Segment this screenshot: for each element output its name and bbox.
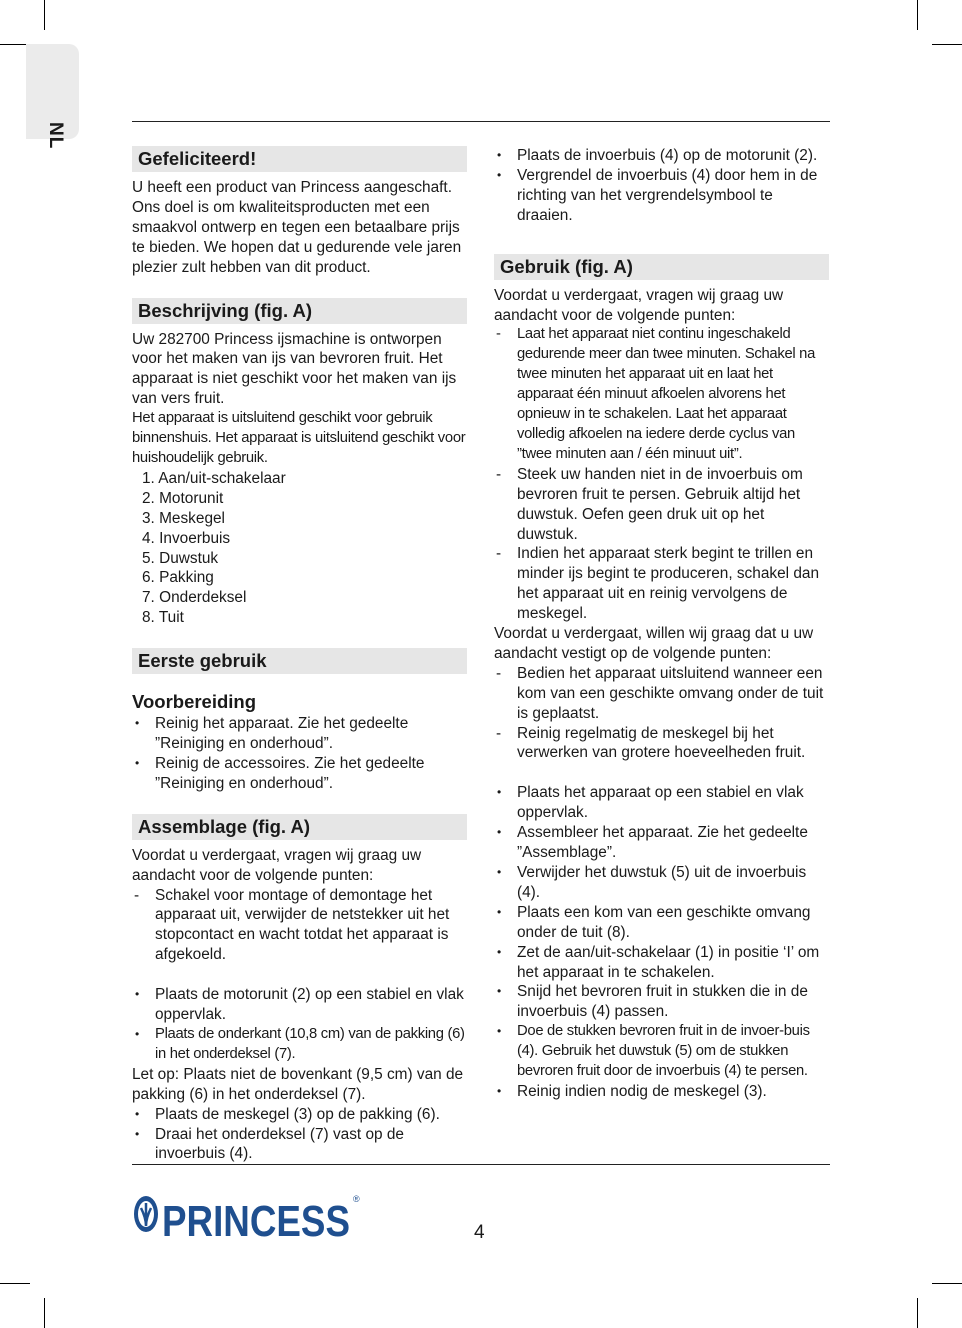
list-item: • Plaats de invoerbuis (4) op de motorunit (2). (494, 146, 829, 166)
use-bullet-list (494, 783, 829, 1102)
princess-logo (132, 1188, 364, 1244)
assembly-bullet-list-3 (494, 146, 829, 226)
top-rule (132, 121, 830, 122)
list-item: • Draai het onderdeksel (7) vast op de invoerbuis (4). (132, 1125, 467, 1165)
list-item: • Snijd het bevroren fruit in stukken die in de invoerbuis (4) passen. (494, 982, 829, 1022)
description-text: Uw 282700 Princess ijsmachine is ontworpen voor het maken van ijs van bevroren fruit. Het apparaat is niet geschikt voor het maken van ijs van vers fruit. (132, 330, 457, 408)
list-item: - Reinig regelmatig de meskegel bij het verwerken van grotere hoeveelheden fruit. (494, 724, 829, 764)
list-item: • Plaats de onderkant (10,8 cm) van de pakking (6) in het onderdeksel (7). (132, 1025, 467, 1065)
congrats-text: U heeft een product van Princess aangeschaft. Ons doel is om kwaliteitsproducten met een smaakvol ontwerp en tegen een betaalbare prijs te bieden. We hopen dat u gedurende vele jaren plezier zult hebben van dit product. (132, 179, 462, 276)
parts-list-item: 4. Invoerbuis (142, 529, 231, 547)
list-item: • Plaats de meskegel (3) op de pakking (6). (132, 1105, 467, 1125)
use-dash-list (494, 325, 829, 624)
crop-mark (917, 0, 918, 30)
parts-list-item: 8. Tuit (142, 609, 184, 627)
crop-mark (932, 44, 962, 45)
description-text-2: Het apparaat is uitsluitend geschikt voor gebruik binnenshuis. Het apparaat is uitsluitend geschikt voor huishoudelijk gebruik. (132, 410, 466, 466)
brand-wordmark: PRINCESS (162, 1197, 350, 1244)
list-item: • Plaats het apparaat op een stabiel en vlak oppervlak. (494, 783, 829, 823)
assembly-bullet-list (132, 985, 467, 1065)
right-column (494, 146, 829, 1102)
crop-mark (44, 1298, 45, 1328)
crop-mark (932, 1283, 962, 1284)
parts-list (132, 469, 467, 628)
parts-list-item: 6. Pakking (142, 569, 214, 587)
list-item: • Assembleer het apparaat. Zie het gedeelte ”Assemblage”. (494, 823, 829, 863)
assembly-intro: Voordat u verdergaat, vragen wij graag uw aandacht voor de volgende punten: (132, 846, 422, 884)
list-item: • Reinig de accessoires. Zie het gedeelte ”Reiniging en onderhoud”. (132, 754, 467, 794)
list-item: • Reinig indien nodig de meskegel (3). (494, 1082, 829, 1102)
use-intro-2: Voordat u verdergaat, willen wij graag dat u uw aandacht vestigt op de volgende punten: (494, 625, 814, 662)
assembly-note: Let op: Plaats niet de bovenkant (9,5 cm) van de pakking (6) in het onderdeksel (7). (132, 1065, 464, 1103)
use-dash-list-2 (494, 664, 829, 764)
section-heading-first-use: Eerste gebruik (132, 648, 467, 674)
list-item: • Plaats de motorunit (2) op een stabiel en vlak oppervlak. (132, 985, 467, 1025)
list-item: - Laat het apparaat niet continu ingeschakeld gedurende meer dan twee minuten. Schakel na twee minuten het apparaat uit en laat het apparaat één minuut afkoelen alvorens het opnieuw in te schakelen. Laat het apparaat volledig afkoelen na iedere derde cyclus van ”twee minuten aan / één minuut uit”. (494, 325, 829, 464)
parts-list-item: 3. Meskegel (142, 509, 225, 527)
parts-list-item: 1. Aan/uit-schakelaar (142, 469, 286, 487)
list-item: - Steek uw handen niet in de invoerbuis om bevroren fruit te persen. Gebruik altijd het duwstuk. Oefen geen druk uit op het duwstuk. (494, 465, 829, 545)
crop-mark (0, 1283, 30, 1284)
list-item: • Plaats een kom van een geschikte omvang onder de tuit (8). (494, 903, 829, 943)
page-number: 4 (474, 1222, 485, 1243)
preparation-list (132, 714, 467, 794)
list-item: - Schakel voor montage of demontage het apparaat uit, verwijder de netstekker uit het stopcontact en wacht totdat het apparaat is afgekoeld. (132, 886, 467, 966)
section-heading-use: Gebruik (fig. A) (494, 254, 829, 280)
section-heading-description: Beschrijving (fig. A) (132, 298, 467, 324)
list-item: • Zet de aan/uit-schakelaar (1) in positie ‘I’ om het apparaat in te schakelen. (494, 943, 829, 983)
list-item: • Doe de stukken bevroren fruit in de invoer-buis (4). Gebruik het duwstuk (5) om de stukken bevroren fruit door de invoerbuis (4) te persen. (494, 1022, 829, 1082)
section-heading-congrats: Gefeliciteerd! (132, 146, 467, 172)
list-item: • Verwijder het duwstuk (5) uit de invoerbuis (4). (494, 863, 829, 903)
use-intro: Voordat u verdergaat, vragen wij graag uw aandacht voor de volgende punten: (494, 286, 784, 324)
list-item: - Indien het apparaat sterk begint te trillen en minder ijs begint te produceren, schakel dan het apparaat uit en reinig vervolgens de meskegel. (494, 544, 829, 624)
assembly-dash-list (132, 886, 467, 966)
subheading-preparation: Voorbereiding (132, 691, 257, 713)
list-item: • Vergrendel de invoerbuis (4) door hem in de richting van het vergrendelsymbool te draaien. (494, 166, 829, 226)
left-column (132, 146, 467, 1164)
parts-list-item: 2. Motorunit (142, 489, 224, 507)
language-label: NL (45, 122, 66, 150)
language-tab (26, 44, 79, 150)
parts-list-item: 5. Duwstuk (142, 549, 219, 567)
crop-mark (917, 1298, 918, 1328)
list-item: • Reinig het apparaat. Zie het gedeelte ”Reiniging en onderhoud”. (132, 714, 467, 754)
section-heading-assembly: Assemblage (fig. A) (132, 814, 467, 840)
list-item: - Bedien het apparaat uitsluitend wanneer een kom van een geschikte omvang onder de tuit is geplaatst. (494, 664, 829, 724)
parts-list-item: 7. Onderdeksel (142, 589, 247, 607)
princess-crest-icon (132, 1188, 364, 1244)
crop-mark (44, 0, 45, 30)
assembly-bullet-list-2 (132, 1105, 467, 1165)
svg-text:®: ® (353, 1194, 360, 1204)
